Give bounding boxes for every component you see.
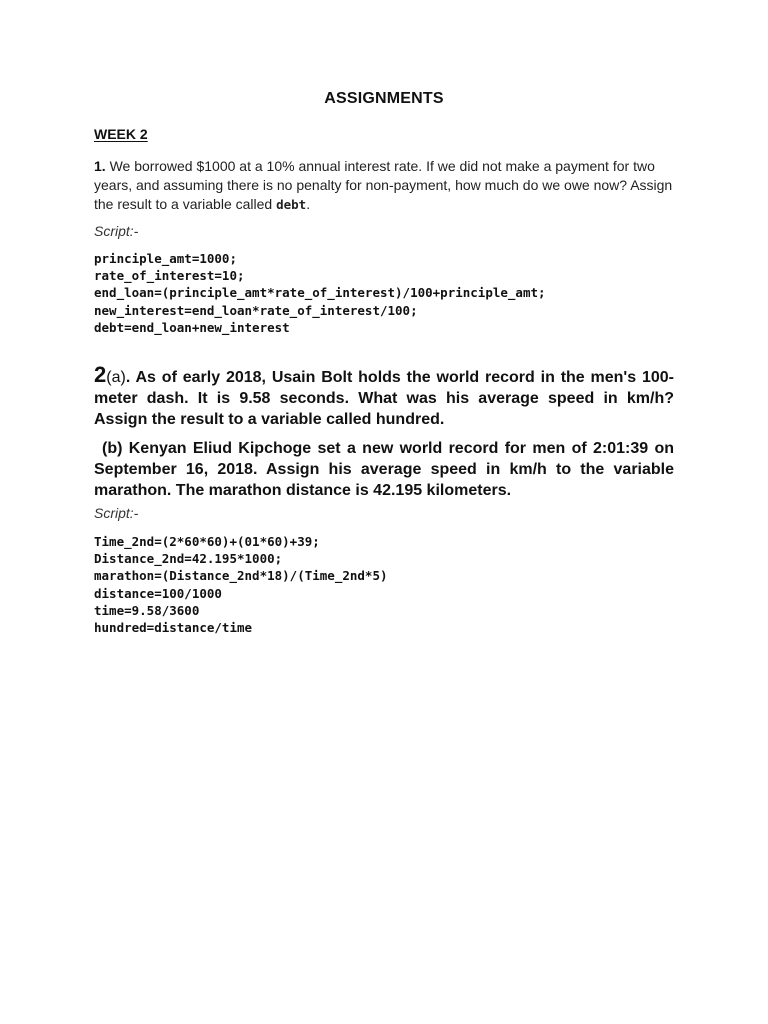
- page-title: ASSIGNMENTS: [324, 90, 444, 107]
- code-line: Time_2nd=(2*60*60)+(01*60)+39;: [94, 534, 320, 549]
- code-line: hundred=distance/time: [94, 620, 253, 636]
- question-2-number: 2: [94, 362, 107, 387]
- code-line: distance=100/1000: [94, 585, 222, 601]
- code-line: principle_amt=1000;: [94, 251, 237, 266]
- code-line: rate_of_interest=10;: [94, 268, 245, 284]
- question-2b: (b) Kenyan Eliud Kipchoge set a new world record for men of 2:01:39 on September 16, 2018. Assign his average speed in km/h to the variable marathon. The marathon distance is 42.195 kilometers.: [94, 440, 674, 499]
- code-line: debt=end_loan+new_interest: [94, 319, 290, 335]
- question-1: [94, 157, 674, 214]
- week-heading: WEEK 2: [94, 126, 148, 142]
- script-block-1: [94, 250, 546, 336]
- question-1-end: .: [306, 196, 311, 212]
- question-2a: [94, 364, 674, 430]
- code-line: Distance_2nd=42.195*1000;: [94, 551, 283, 567]
- question-2a-label: (a): [106, 369, 126, 386]
- question-1-text: We borrowed $1000 at a 10% annual interest rate. If we did not make a payment for two years, and assuming there is no penalty for non-payment, how much do we owe now? Assign the result to a variable called: [94, 158, 673, 212]
- script-block-2: [94, 533, 388, 636]
- script-label-2: Script:-: [94, 505, 139, 521]
- code-line: end_loan=(principle_amt*rate_of_interest)/100+principle_amt;: [94, 285, 546, 301]
- question-2a-text: . As of early 2018, Usain Bolt holds the world record in the men's 100-meter dash. It is 9.58 seconds. What was his average speed in km/h? Assign the result to a variable called hundred.: [94, 369, 674, 428]
- code-line: marathon=(Distance_2nd*18)/(Time_2nd*5): [94, 568, 388, 584]
- code-line: new_interest=end_loan*rate_of_interest/100;: [94, 302, 418, 318]
- script-label-1: Script:-: [94, 223, 139, 239]
- question-1-keyword: debt: [276, 197, 307, 212]
- code-line: time=9.58/3600: [94, 602, 200, 618]
- question-1-number: 1.: [94, 158, 106, 174]
